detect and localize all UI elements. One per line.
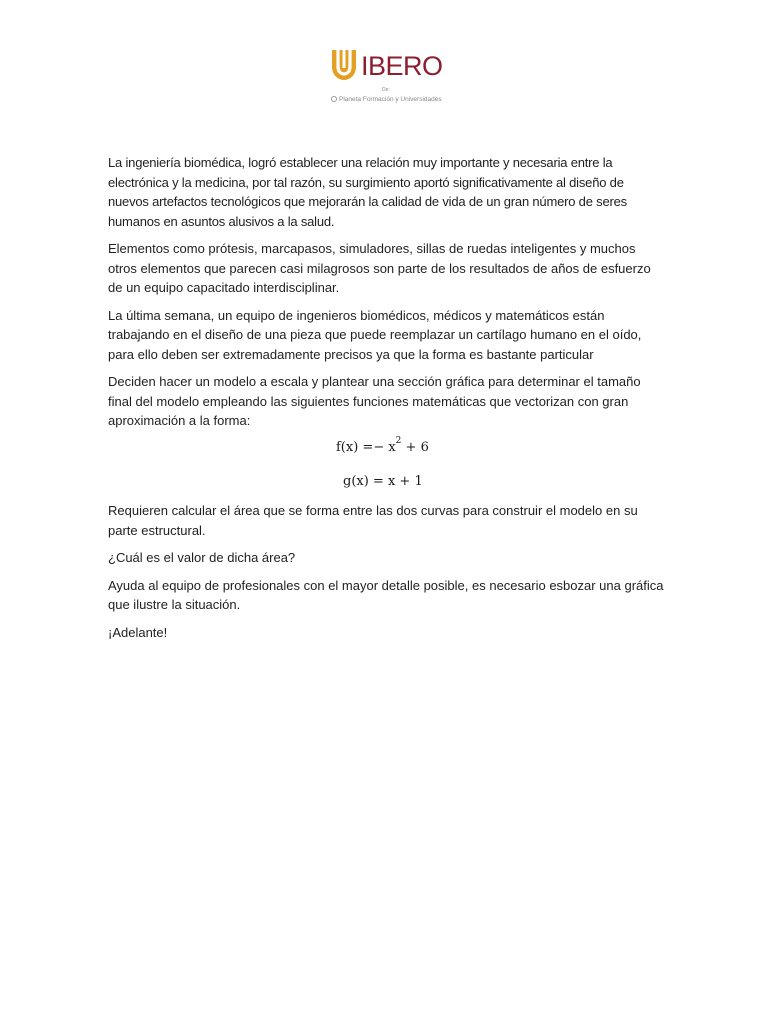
equation-f — [336, 436, 429, 455]
paragraph-1: La ingeniería biomédica, logró establecer una relación muy importante y necesaria entre la electrónica y la medicina, por tal razón, su surgimiento aportó significativamente al diseño de nuevos artefactos tecnológicos que mejorarán la calidad de vida de un gran número de seres humanos en asuntos alusivos a la salud. — [108, 155, 627, 229]
paragraph-4: Deciden hacer un modelo a escala y plantear una sección gráfica para determinar el tamaño final del modelo empleando las siguientes funciones matemáticas que vectorizan con gran aproximación a la forma: — [108, 374, 641, 428]
logo-owner — [331, 96, 442, 104]
ibero-logo — [331, 49, 441, 109]
equation-f-exponent: 2 — [395, 436, 402, 446]
intro-paragraphs — [108, 153, 664, 439]
question-paragraphs — [108, 501, 664, 650]
logo-de-label: De: — [382, 87, 390, 93]
paragraph-5: Requieren calcular el área que se forma entre las dos curvas para construir el modelo en su parte estructural. — [108, 503, 638, 538]
paragraph-6: ¿Cuál es el valor de dicha área? — [108, 550, 296, 565]
paragraph-2: Elementos como prótesis, marcapasos, simuladores, sillas de ruedas inteligentes y muchos otros elementos que parecen casi milagrosos son parte de los resultados de años de esfuerzo de un equipo capacitado interdisciplinar. — [108, 241, 651, 295]
paragraph-3: La última semana, un equipo de ingenieros biomédicos, médicos y matemáticos están trabajando en el diseño de una pieza que puede reemplazar un cartílago humano en el oído, para ello deben ser extremadamente precisos ya que la forma es bastante particular — [108, 307, 642, 362]
ibero-shield-icon — [331, 49, 357, 81]
equation-f-constant: + 6 — [401, 440, 429, 455]
paragraph-8: ¡Adelante! — [108, 624, 168, 640]
equation-f-rhs: − x — [373, 440, 396, 455]
logo-wordmark: IBERO — [361, 51, 443, 81]
paragraph-7: Ayuda al equipo de profesionales con el mayor detalle posible, es necesario esbozar una gráfica que ilustre la situación. — [108, 577, 664, 612]
equation-g: g(x) = x + 1 — [343, 474, 423, 489]
logo-owner-text: Planeta Formación y Universidades — [339, 96, 442, 103]
equation-f-lhs: f(x) = — [336, 440, 374, 455]
globe-icon — [331, 96, 337, 102]
